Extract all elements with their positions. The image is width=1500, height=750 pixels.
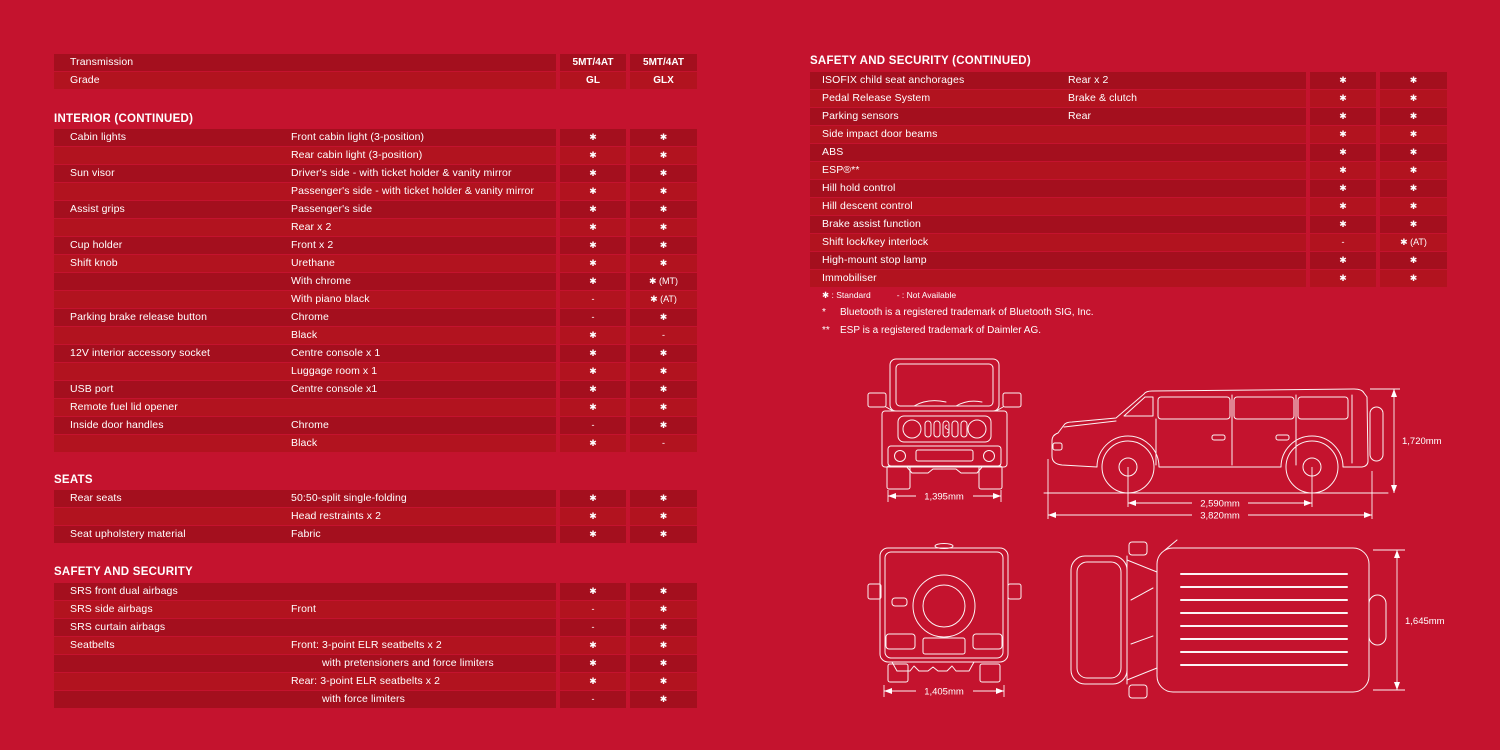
table-row xyxy=(54,345,697,362)
glx-value: ✱ xyxy=(1380,162,1447,179)
gl-value: ✱ xyxy=(560,219,626,236)
glx-value: ✱ xyxy=(1380,216,1447,233)
feature-label: ESP®** xyxy=(822,164,860,176)
glx-value: ✱ xyxy=(630,673,697,690)
detail-label xyxy=(1068,144,1306,161)
table-row xyxy=(54,637,697,654)
row-main-cell xyxy=(54,435,556,452)
gl-value: ✱ xyxy=(560,165,626,182)
row-main-cell xyxy=(54,345,556,362)
feature-label: Assist grips xyxy=(70,203,125,215)
row-main-cell xyxy=(810,144,1306,161)
feature-label: Cabin lights xyxy=(70,131,127,143)
table-row xyxy=(54,508,697,525)
row-main-cell xyxy=(54,381,556,398)
detail-label: Rear x 2 xyxy=(1068,74,1109,86)
feature-label: Shift knob xyxy=(70,257,118,269)
gl-value: ✱ xyxy=(560,363,626,380)
gl-value: ✱ xyxy=(560,526,626,543)
row-main-cell xyxy=(810,252,1306,269)
glx-value: ✱ xyxy=(1380,180,1447,197)
table-row xyxy=(54,673,697,690)
table-row xyxy=(810,270,1447,287)
gl-value: ✱ xyxy=(560,583,626,600)
gl-value: GL xyxy=(560,72,626,89)
table-row xyxy=(54,309,697,326)
table-row xyxy=(54,54,697,71)
gl-value: ✱ xyxy=(1310,180,1376,197)
detail-label xyxy=(291,619,556,636)
detail-label: Fabric xyxy=(291,528,321,540)
section-title-safety-continued: SAFETY AND SECURITY (CONTINUED) xyxy=(810,55,1031,67)
detail-label xyxy=(1068,126,1306,143)
gl-value: ✱ xyxy=(1310,252,1376,269)
gl-value: ✱ xyxy=(560,237,626,254)
glx-value: ✱ xyxy=(630,583,697,600)
glx-value: ✱ xyxy=(630,165,697,182)
gl-value: ✱ xyxy=(1310,216,1376,233)
table-row xyxy=(54,237,697,254)
table-row xyxy=(810,216,1447,233)
gl-value: ✱ xyxy=(560,435,626,452)
feature-label xyxy=(54,327,291,344)
safety-continued-table xyxy=(810,72,1447,288)
feature-label: Hill hold control xyxy=(822,182,896,194)
glx-value: ✱ (MT) xyxy=(630,273,697,290)
feature-label: Transmission xyxy=(70,56,134,68)
row-main-cell xyxy=(54,601,556,618)
glx-value: - xyxy=(630,327,697,344)
row-main-cell xyxy=(54,183,556,200)
glx-value: ✱ xyxy=(630,219,697,236)
overall-height-label: 1,720mm xyxy=(1402,436,1442,447)
detail-label: Passenger's side - with ticket holder & vanity mirror xyxy=(291,185,535,197)
detail-label: 50:50-split single-folding xyxy=(291,492,407,504)
table-row xyxy=(54,526,697,543)
detail-label: With piano black xyxy=(291,293,370,305)
feature-label xyxy=(54,655,291,672)
glx-value: ✱ (AT) xyxy=(630,291,697,308)
gl-value: ✱ xyxy=(560,147,626,164)
gl-value: ✱ xyxy=(1310,126,1376,143)
rear-track-dimension xyxy=(884,685,1004,698)
table-row xyxy=(54,129,697,146)
feature-label: USB port xyxy=(70,383,114,395)
detail-label: Black xyxy=(291,329,318,341)
gl-value: - xyxy=(560,417,626,434)
row-main-cell xyxy=(54,583,556,600)
row-main-cell xyxy=(810,234,1306,251)
feature-label: Sun visor xyxy=(70,167,115,179)
gl-value: - xyxy=(560,291,626,308)
top-view-diagram xyxy=(1065,538,1460,703)
detail-label xyxy=(1068,198,1306,215)
table-row xyxy=(54,72,697,89)
legend-not-available: - : Not Available xyxy=(896,290,957,300)
front-track-label: 1,395mm xyxy=(924,491,964,503)
feature-label xyxy=(54,147,291,164)
detail-label: Rear: 3-point ELR seatbelts x 2 xyxy=(291,675,441,687)
row-main-cell xyxy=(54,673,556,690)
row-main-cell xyxy=(810,108,1306,125)
table-row xyxy=(810,72,1447,89)
detail-label: with force limiters xyxy=(322,693,405,705)
detail-label: With chrome xyxy=(291,275,352,287)
footnote-text: ESP is a registered trademark of Daimler AG. xyxy=(840,325,1042,336)
detail-label xyxy=(1068,270,1306,287)
table-row xyxy=(54,490,697,507)
row-main-cell xyxy=(54,526,556,543)
glx-value: ✱ xyxy=(1380,72,1447,89)
detail-label xyxy=(1068,216,1306,233)
glx-value: GLX xyxy=(630,72,697,89)
gl-value: ✱ xyxy=(560,637,626,654)
legend-standard: ✱ : Standard xyxy=(822,290,871,300)
row-main-cell xyxy=(54,291,556,308)
car-top-outline xyxy=(1071,540,1386,698)
overall-width-label: 1,645mm xyxy=(1405,616,1445,627)
gl-value: ✱ xyxy=(560,490,626,507)
row-main-cell xyxy=(810,162,1306,179)
feature-label: Side impact door beams xyxy=(822,128,938,140)
detail-label: Front xyxy=(291,603,317,615)
detail-label xyxy=(291,399,556,416)
footnote-text: Bluetooth is a registered trademark of Bluetooth SIG, Inc. xyxy=(840,307,1094,318)
table-row xyxy=(54,273,697,290)
feature-label xyxy=(54,508,291,525)
glx-value: 5MT/4AT xyxy=(630,54,697,71)
feature-label xyxy=(54,291,291,308)
row-main-cell xyxy=(54,165,556,182)
glx-value: ✱ xyxy=(630,399,697,416)
front-track-dimension xyxy=(888,490,1001,503)
detail-label: Front cabin light (3-position) xyxy=(291,131,425,143)
detail-label: Front x 2 xyxy=(291,239,334,251)
glx-value: ✱ xyxy=(630,381,697,398)
detail-label: Rear xyxy=(1068,110,1092,122)
glx-value: ✱ xyxy=(630,255,697,272)
table-row xyxy=(810,234,1447,251)
overall-length-label: 3,820mm xyxy=(1200,510,1240,522)
gl-value: ✱ xyxy=(560,673,626,690)
row-main-cell xyxy=(810,126,1306,143)
glx-value: ✱ xyxy=(630,147,697,164)
table-row xyxy=(810,108,1447,125)
table-row xyxy=(54,381,697,398)
rear-track-label: 1,405mm xyxy=(924,686,964,698)
feature-label xyxy=(54,673,291,690)
table-row xyxy=(54,327,697,344)
wheelbase-label: 2,590mm xyxy=(1200,498,1240,510)
table-row xyxy=(54,255,697,272)
feature-label xyxy=(54,219,291,236)
footnote-esp xyxy=(822,325,1041,336)
gl-value: ✱ xyxy=(560,201,626,218)
car-side-outline xyxy=(1044,389,1388,493)
glx-value: ✱ xyxy=(630,237,697,254)
gl-value: - xyxy=(560,691,626,708)
gl-value: ✱ xyxy=(1310,162,1376,179)
detail-label xyxy=(1068,234,1306,251)
gl-value: ✱ xyxy=(560,255,626,272)
table-row xyxy=(810,198,1447,215)
section-title-seats: SEATS xyxy=(54,474,93,486)
table-row xyxy=(54,363,697,380)
detail-label: Chrome xyxy=(291,311,329,323)
table-row xyxy=(54,165,697,182)
side-view-diagram xyxy=(1040,355,1460,520)
gl-value: ✱ xyxy=(1310,144,1376,161)
feature-label: Brake assist function xyxy=(822,218,921,230)
table-row xyxy=(810,252,1447,269)
table-row xyxy=(54,219,697,236)
row-main-cell xyxy=(54,327,556,344)
row-main-cell xyxy=(54,655,556,672)
feature-label xyxy=(54,273,291,290)
grade-header-table xyxy=(54,54,697,90)
car-rear-outline xyxy=(868,544,1021,683)
footnote-bluetooth xyxy=(822,307,1093,318)
detail-label: Centre console x1 xyxy=(291,383,378,395)
rear-view-diagram xyxy=(862,540,1027,700)
table-row xyxy=(54,417,697,434)
feature-label xyxy=(54,363,291,380)
gl-value: ✱ xyxy=(560,327,626,344)
table-row xyxy=(810,180,1447,197)
detail-label: Brake & clutch xyxy=(1068,92,1138,104)
table-row xyxy=(810,90,1447,107)
glx-value: ✱ xyxy=(630,655,697,672)
feature-label: SRS side airbags xyxy=(70,603,153,615)
table-row xyxy=(54,601,697,618)
row-main-cell xyxy=(810,198,1306,215)
row-main-cell xyxy=(54,255,556,272)
gl-value: 5MT/4AT xyxy=(560,54,626,71)
detail-label xyxy=(1068,162,1306,179)
glx-value: ✱ xyxy=(630,201,697,218)
feature-label xyxy=(54,435,291,452)
detail-label: Driver's side - with ticket holder & vanity mirror xyxy=(291,167,512,179)
row-main-cell xyxy=(54,691,556,708)
table-row xyxy=(54,435,697,452)
glx-value: ✱ xyxy=(630,345,697,362)
feature-label xyxy=(54,183,291,200)
detail-label: with pretensioners and force limiters xyxy=(322,657,494,669)
row-main-cell xyxy=(810,90,1306,107)
feature-label: Shift lock/key interlock xyxy=(822,236,929,248)
glx-value: ✱ xyxy=(630,508,697,525)
glx-value: ✱ xyxy=(1380,144,1447,161)
row-main-cell xyxy=(54,490,556,507)
feature-label: Immobiliser xyxy=(822,272,877,284)
front-view-diagram xyxy=(862,353,1027,505)
feature-label: Seatbelts xyxy=(70,639,115,651)
seats-table xyxy=(54,490,697,544)
section-title-safety: SAFETY AND SECURITY xyxy=(54,566,193,578)
row-main-cell xyxy=(54,237,556,254)
glx-value: ✱ xyxy=(630,417,697,434)
glx-value: ✱ xyxy=(630,129,697,146)
table-row xyxy=(54,619,697,636)
detail-label: Rear x 2 xyxy=(291,221,332,233)
row-main-cell xyxy=(54,399,556,416)
feature-label: Remote fuel lid opener xyxy=(70,401,178,413)
table-row xyxy=(54,691,697,708)
table-row xyxy=(54,655,697,672)
feature-label: ABS xyxy=(822,146,844,158)
detail-label: Front: 3-point ELR seatbelts x 2 xyxy=(291,639,442,651)
row-main-cell xyxy=(54,637,556,654)
row-main-cell xyxy=(54,201,556,218)
row-main-cell xyxy=(810,180,1306,197)
row-main-cell xyxy=(810,216,1306,233)
glx-value: ✱ xyxy=(1380,198,1447,215)
footnote-mark: * xyxy=(822,307,826,318)
row-main-cell xyxy=(54,147,556,164)
detail-label: Black xyxy=(291,437,318,449)
detail-label: Centre console x 1 xyxy=(291,347,381,359)
glx-value: ✱ xyxy=(630,637,697,654)
gl-value: - xyxy=(560,309,626,326)
glx-value: ✱ xyxy=(630,601,697,618)
gl-value: ✱ xyxy=(1310,198,1376,215)
table-row xyxy=(54,147,697,164)
car-front-outline xyxy=(868,359,1021,489)
detail-label: Chrome xyxy=(291,419,329,431)
table-row xyxy=(54,399,697,416)
detail-label xyxy=(291,54,556,71)
gl-value: - xyxy=(1310,234,1376,251)
feature-label: Parking sensors xyxy=(822,110,899,122)
feature-label: High-mount stop lamp xyxy=(822,254,927,266)
table-row xyxy=(54,183,697,200)
glx-value: ✱ (AT) xyxy=(1380,234,1447,251)
feature-label: Inside door handles xyxy=(70,419,164,431)
gl-value: ✱ xyxy=(560,655,626,672)
section-title-interior: INTERIOR (CONTINUED) xyxy=(54,113,194,125)
row-main-cell xyxy=(54,363,556,380)
gl-value: - xyxy=(560,619,626,636)
detail-label xyxy=(1068,180,1306,197)
feature-label: 12V interior accessory socket xyxy=(70,347,211,359)
overall-width-dimension xyxy=(1373,550,1445,690)
gl-value: ✱ xyxy=(1310,72,1376,89)
table-row xyxy=(54,583,697,600)
glx-value: ✱ xyxy=(630,309,697,326)
feature-label: Rear seats xyxy=(70,492,122,504)
detail-label: Urethane xyxy=(291,257,335,269)
glx-value: ✱ xyxy=(630,526,697,543)
feature-label: SRS curtain airbags xyxy=(70,621,166,633)
gl-value: ✱ xyxy=(560,183,626,200)
gl-value: ✱ xyxy=(1310,90,1376,107)
detail-label: Luggage room x 1 xyxy=(291,365,378,377)
feature-label: SRS front dual airbags xyxy=(70,585,178,597)
gl-value: ✱ xyxy=(560,399,626,416)
glx-value: ✱ xyxy=(1380,108,1447,125)
table-row xyxy=(54,201,697,218)
row-main-cell xyxy=(54,309,556,326)
detail-label: Head restraints x 2 xyxy=(291,510,382,522)
row-main-cell xyxy=(54,54,556,71)
marks-legend xyxy=(822,290,956,301)
feature-label: Cup holder xyxy=(70,239,123,251)
detail-label xyxy=(1068,252,1306,269)
gl-value: ✱ xyxy=(1310,270,1376,287)
glx-value: ✱ xyxy=(630,691,697,708)
feature-label: Pedal Release System xyxy=(822,92,931,104)
detail-label: Rear cabin light (3-position) xyxy=(291,149,423,161)
glx-value: ✱ xyxy=(630,619,697,636)
gl-value: ✱ xyxy=(560,345,626,362)
row-main-cell xyxy=(810,72,1306,89)
row-main-cell xyxy=(54,508,556,525)
feature-label: Grade xyxy=(70,74,100,86)
glx-value: ✱ xyxy=(1380,252,1447,269)
table-row xyxy=(54,291,697,308)
safety-table xyxy=(54,583,697,709)
detail-label xyxy=(291,72,556,89)
feature-label: Seat upholstery material xyxy=(70,528,186,540)
row-main-cell xyxy=(54,417,556,434)
glx-value: ✱ xyxy=(1380,126,1447,143)
gl-value: ✱ xyxy=(560,273,626,290)
footnote-mark: ** xyxy=(822,325,830,336)
detail-label xyxy=(291,583,556,600)
feature-label: Parking brake release button xyxy=(70,311,208,323)
row-main-cell xyxy=(54,219,556,236)
row-main-cell xyxy=(810,270,1306,287)
glx-value: ✱ xyxy=(1380,270,1447,287)
glx-value: ✱ xyxy=(630,183,697,200)
table-row xyxy=(810,162,1447,179)
row-main-cell xyxy=(54,72,556,89)
table-row xyxy=(810,144,1447,161)
detail-label: Passenger's side xyxy=(291,203,373,215)
glx-value: ✱ xyxy=(630,363,697,380)
gl-value: ✱ xyxy=(560,381,626,398)
glx-value: - xyxy=(630,435,697,452)
gl-value: ✱ xyxy=(560,508,626,525)
row-main-cell xyxy=(54,619,556,636)
row-main-cell xyxy=(54,129,556,146)
table-row xyxy=(810,126,1447,143)
feature-label xyxy=(54,691,291,708)
gl-value: ✱ xyxy=(1310,108,1376,125)
feature-label: ISOFIX child seat anchorages xyxy=(822,74,965,86)
glx-value: ✱ xyxy=(1380,90,1447,107)
interior-table xyxy=(54,129,697,453)
glx-value: ✱ xyxy=(630,490,697,507)
feature-label: Hill descent control xyxy=(822,200,913,212)
gl-value: - xyxy=(560,601,626,618)
row-main-cell xyxy=(54,273,556,290)
gl-value: ✱ xyxy=(560,129,626,146)
